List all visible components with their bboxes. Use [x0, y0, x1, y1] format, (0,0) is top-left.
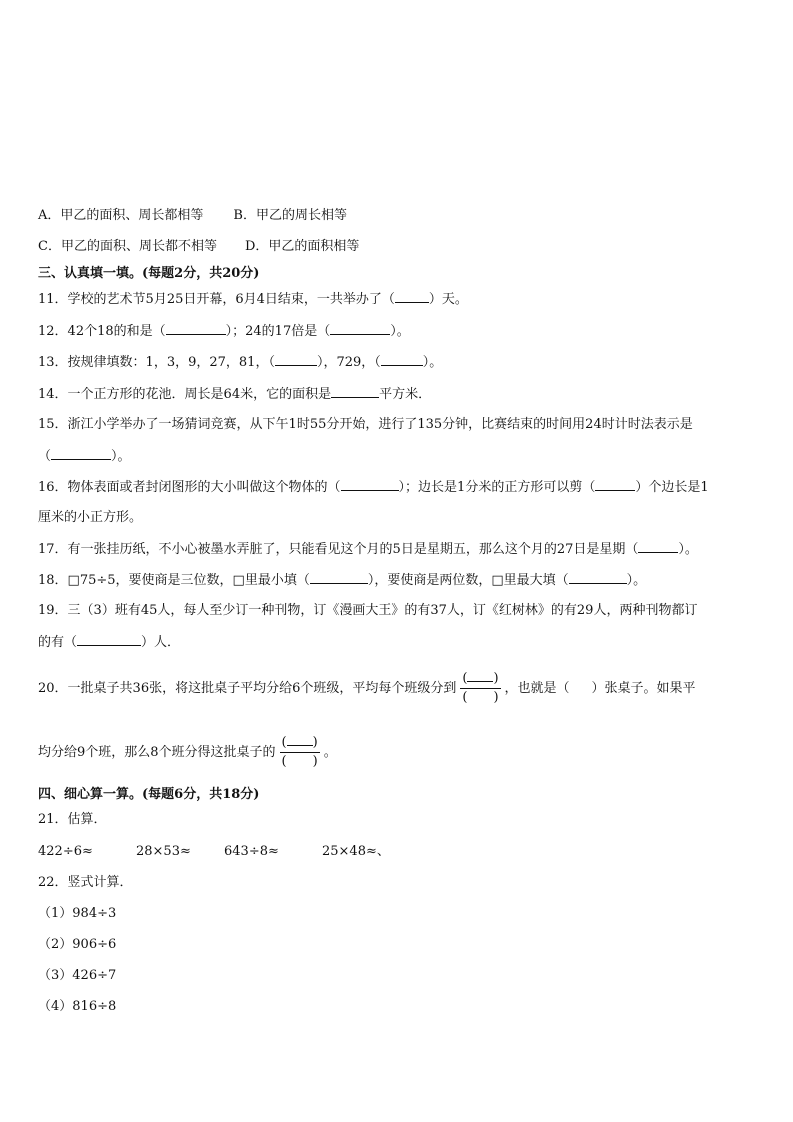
fraction-blank[interactable]: $\frac{( )}{( )}$ — [281, 735, 318, 769]
section-3-heading: 三、认真填一填。(每题2分，共20分) — [38, 266, 260, 281]
question-16-line-1: 16．物体表面或者封闭图形的大小叫做这个物体的（ ）；边长是1分米的正方形可以剪（ ）个边长是1 — [38, 480, 709, 495]
estimate-item: 422÷6≈ — [38, 844, 93, 859]
answer-blank[interactable] — [638, 540, 678, 553]
question-13: 13．按规律填数：1，3，9，27，81，（ ），729，（ ）。 — [38, 355, 443, 370]
question-21-title: 21．估算． — [38, 812, 107, 827]
question-17: 17．有一张挂历纸，不小心被墨水弄脏了，只能看见这个月的5日是星期五，那么这个月的27日是星期（ ）。 — [38, 542, 698, 557]
question-22-item: （2）906÷6 — [38, 937, 117, 952]
answer-blank[interactable] — [341, 478, 399, 491]
question-15-line-1: 15．浙江小学举办了一场猜词竞赛，从下午1时55分开始，进行了135分钟，比赛结束的时间用24时计时法表示是 — [38, 417, 693, 432]
question-18: 18．□75÷5，要使商是三位数，□里最小填（ ），要使商是两位数，□里最大填（ ）。 — [38, 573, 647, 588]
question-20-line-1: 20．一批桌子共36张，将这批桌子平均分给6个班级，平均每个班级分到 $\frac{( )}{( )}$ ，也就是（ ）张桌子。如果平 — [38, 671, 696, 705]
option-row-ab — [38, 207, 347, 225]
answer-blank[interactable] — [381, 353, 423, 366]
question-11: 11．学校的艺术节5月25日开幕，6月4日结束，一共举办了（ ）天。 — [38, 292, 468, 307]
question-21-items — [38, 843, 390, 861]
answer-blank[interactable] — [51, 447, 111, 460]
option-row-cd — [38, 238, 359, 256]
answer-blank[interactable] — [310, 571, 368, 584]
answer-blank[interactable] — [331, 385, 379, 398]
answer-blank[interactable] — [569, 571, 627, 584]
question-20-line-2: 均分给9个班，那么8个班分得这批桌子的 $\frac{( )}{( )}$ 。 — [38, 735, 337, 769]
estimate-item: 643÷8≈ — [224, 844, 279, 859]
question-15-line-2: （ ）。 — [38, 449, 131, 464]
option-c: C．甲乙的面积、周长都不相等 — [38, 239, 217, 254]
section-4-heading: 四、细心算一算。(每题6分，共18分) — [38, 787, 260, 802]
question-22-item: （4）816÷8 — [38, 999, 117, 1014]
question-22-title: 22．竖式计算． — [38, 875, 133, 890]
option-a: A．甲乙的面积、周长都相等 — [38, 208, 204, 223]
question-19-line-2: 的有（ ）人． — [38, 635, 181, 650]
estimate-item: 28×53≈ — [136, 844, 191, 859]
question-19-line-1: 19．三（3）班有45人，每人至少订一种刊物，订《漫画大王》的有37人，订《红树林》的有29人，两种刊物都订 — [38, 603, 698, 618]
question-22-item: （1）984÷3 — [38, 906, 117, 921]
answer-blank[interactable] — [395, 290, 429, 303]
question-12: 12．42个18的和是（ ）；24的17倍是（ ）。 — [38, 324, 410, 339]
question-16-line-2: 厘米的小正方形。 — [38, 510, 143, 525]
answer-blank[interactable] — [330, 322, 390, 335]
answer-blank[interactable] — [77, 633, 141, 646]
question-22-item: （3）426÷7 — [38, 968, 117, 983]
option-b: B．甲乙的周长相等 — [233, 208, 347, 223]
estimate-item: 25×48≈、 — [322, 844, 390, 859]
answer-blank[interactable] — [166, 322, 226, 335]
answer-blank[interactable] — [595, 478, 635, 491]
option-d: D．甲乙的面积相等 — [244, 239, 360, 254]
question-14: 14．一个正方形的花池．周长是64米，它的面积是 平方米． — [38, 387, 432, 402]
fraction-blank[interactable]: $\frac{( )}{( )}$ — [462, 671, 499, 705]
answer-blank[interactable] — [275, 353, 317, 366]
